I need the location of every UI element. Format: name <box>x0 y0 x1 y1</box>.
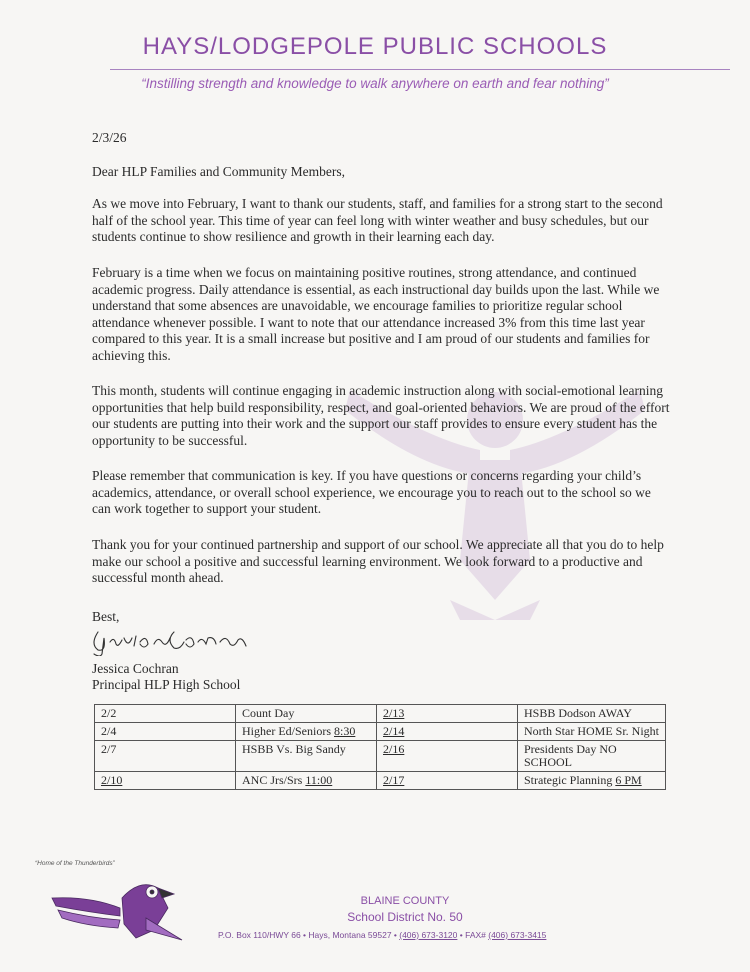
event-name: North Star HOME Sr. Night <box>518 723 666 741</box>
footer-fax: (406) 673-3415 <box>488 930 547 940</box>
event-name: HSBB Dodson AWAY <box>518 705 666 723</box>
table-row <box>95 772 666 790</box>
letter-paragraph: February is a time when we focus on maintaining positive routines, strong attendance, and continued academic progress. Daily attendance is essential, as each instructional day builds upon the last. While we understand that some absences are unavoidable, we encourage families to prioritize regular school attendance whenever possible. I want to note that our attendance increased 3% from this time last year compared to this year. It is a small increase but positive and I am proud of our students and families for achieving this. <box>92 265 660 363</box>
event-date: 2/14 <box>377 723 518 741</box>
footer-district: School District No. 50 <box>347 910 463 924</box>
event-date: 2/10 <box>95 772 236 790</box>
signer-name: Jessica Cochran <box>92 661 179 676</box>
table-row <box>95 723 666 741</box>
letter-paragraph: This month, students will continue engaging in academic instruction along with social-emotional learning opportunities that help build responsibility, respect, and goal-oriented behaviors. We are proud of the effort our students are putting into their work and the support our staff provides to ensure every student has the opportunity to be successful. <box>92 383 670 448</box>
event-name: Strategic Planning 6 PM <box>518 772 666 790</box>
footer-address: P.O. Box 110/HWY 66 • Hays, Montana 59527 • (406) 673-3120 • FAX# (406) 673-3415 <box>218 930 547 940</box>
letter-closing: Best, <box>92 609 120 624</box>
event-name: Count Day <box>236 705 377 723</box>
event-date: 2/17 <box>377 772 518 790</box>
footer-tagline: “Home of the Thunderbirds” <box>35 860 115 867</box>
event-date: 2/7 <box>95 741 236 772</box>
letter-paragraph: Please remember that communication is key. If you have questions or concerns regarding your child’s academics, attendance, or overall school experience, we encourage you to reach out to the school so we can work together to support your student. <box>92 468 651 516</box>
letter-date: 2/3/26 <box>92 130 127 145</box>
event-date: 2/4 <box>95 723 236 741</box>
signer-title: Principal HLP High School <box>92 677 241 692</box>
table-row <box>95 741 666 772</box>
event-date: 2/16 <box>377 741 518 772</box>
footer-phone: (406) 673-3120 <box>399 930 458 940</box>
letter-paragraph: Thank you for your continued partnership and support of our school. We appreciate all that you do to help make our school a positive and successful learning environment. We look forward to a productive and successful month ahead. <box>92 537 664 585</box>
event-date: 2/13 <box>377 705 518 723</box>
school-name: HAYS/LODGEPOLE PUBLIC SCHOOLS <box>142 33 608 60</box>
event-name: Higher Ed/Seniors 8:30 <box>236 723 377 741</box>
handwritten-signature <box>88 624 258 656</box>
header-rule <box>110 69 730 70</box>
events-table <box>94 704 666 790</box>
letter-paragraph: As we move into February, I want to thank our students, staff, and families for a strong start to the second half of the school year. This time of year can feel long with winter weather and busy schedules, but our students continue to show resilience and growth in their learning each day. <box>92 196 663 244</box>
table-row <box>95 705 666 723</box>
event-date: 2/2 <box>95 705 236 723</box>
event-name: HSBB Vs. Big Sandy <box>236 741 377 772</box>
school-motto: “Instilling strength and knowledge to walk anywhere on earth and fear nothing” <box>141 76 609 91</box>
event-name: ANC Jrs/Srs 11:00 <box>236 772 377 790</box>
footer-county: BLAINE COUNTY <box>360 895 450 907</box>
thunderbird-logo-icon <box>50 868 190 948</box>
event-name: Presidents Day NO SCHOOL <box>518 741 666 772</box>
letter-greeting: Dear HLP Families and Community Members, <box>92 164 345 179</box>
